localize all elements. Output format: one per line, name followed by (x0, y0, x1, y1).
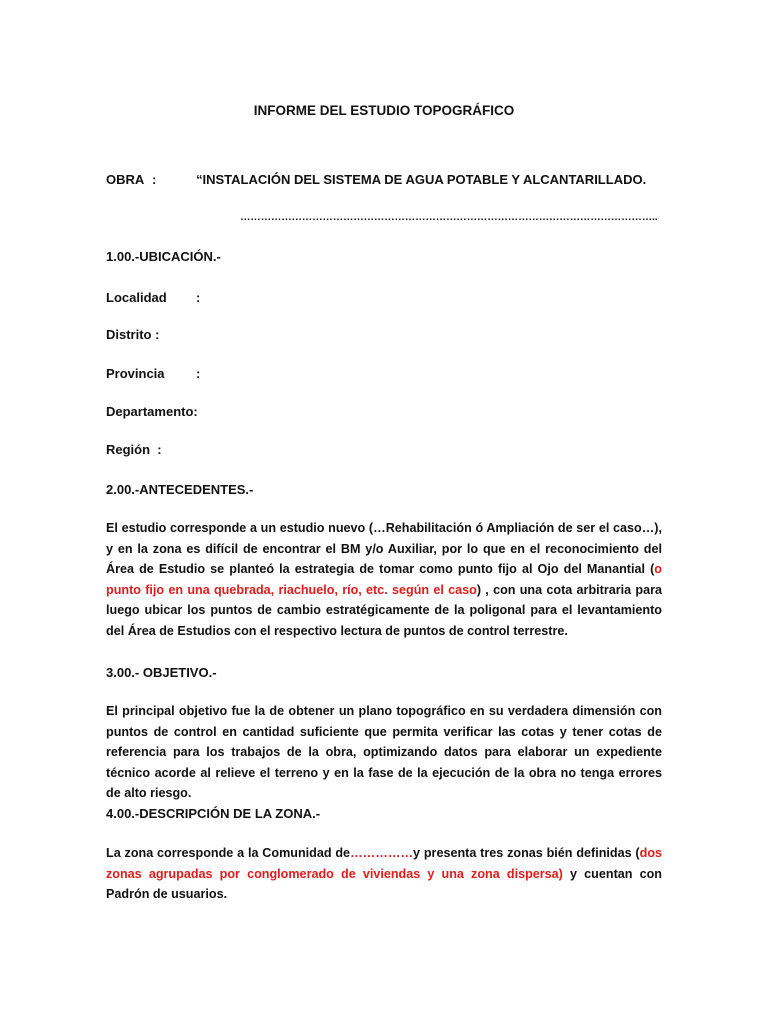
section-antecedentes-heading: 2.00.-ANTECEDENTES.- (106, 482, 254, 497)
obra-row (106, 172, 646, 187)
descripcion-text-red: dos zonas agrupadas por conglomerado de viviendas y una zona dispersa) (106, 846, 663, 881)
descripcion-text-a: La zona corresponde a la Comunidad de (106, 846, 351, 860)
descripcion-dots: …………… (350, 846, 414, 860)
antecedentes-text-b: ) , con una cota arbitraria para luego ubicar los puntos de cambio estratégicamente de la poligonal para el levantamiento del Área de Estudios con el respectivo lectura de puntos de control terrestre. (106, 582, 662, 638)
objetivo-paragraph: El principal objetivo fue la de obtener un plano topográfico en su verdadera dimensión con puntos de control en cantidad suficiente que permita verificar las cotas y tener cotas de referencia para los trabajos de la obra, optimizando datos para elaborar un expediente técnico acorde al relieve el terreno y en la fase de la ejecución de la obra no tenga errores de alto riesgo. (106, 704, 662, 801)
obra-label: OBRA (106, 172, 145, 187)
antecedentes-paragraph (106, 518, 662, 642)
section-ubicacion-heading: 1.00.-UBICACIÓN.- (106, 249, 221, 264)
field-label: Provincia (106, 366, 165, 381)
field-colon: : (196, 290, 201, 305)
field-departamento (106, 404, 198, 419)
field-region (106, 442, 162, 457)
field-provincia (106, 366, 200, 381)
document-title: INFORME DEL ESTUDIO TOPOGRÁFICO (253, 103, 515, 118)
field-label: Departamento: (106, 404, 198, 419)
descripcion-paragraph (106, 843, 662, 905)
section-objetivo-heading: 3.00.- OBJETIVO.- (106, 665, 217, 680)
field-label: Distrito : (106, 327, 160, 342)
field-distrito (106, 327, 159, 342)
section-descripcion-heading: 4.00.-DESCRIPCIÓN DE LA ZONA.- (106, 806, 321, 821)
obra-dots: ………………………………………………………………………………………………………….. (240, 211, 658, 223)
field-colon: : (196, 366, 201, 381)
descripcion-text-c: y cuentan con Padrón de usuarios. (106, 866, 662, 902)
field-label: Localidad (106, 290, 167, 305)
obra-colon: : (152, 172, 157, 187)
antecedentes-text-a: El estudio corresponde a un estudio nuevo (…Rehabilitación ó Ampliación de ser el caso…), y en la zona es difícil de encontrar el BM y/o Auxiliar, por lo que en el reconocimiento del Área de Estudio se planteó la estrategia de tomar como punto fijo al Ojo del Manantial ( (106, 521, 662, 577)
field-localidad (106, 290, 200, 305)
obra-value: “INSTALACIÓN DEL SISTEMA DE AGUA POTABLE Y ALCANTARILLADO. (196, 172, 647, 187)
descripcion-text-b: y presenta tres zonas bién definidas ( (413, 846, 640, 860)
antecedentes-text-red: o punto fijo en una quebrada, riachuelo, río, etc. según el caso (106, 562, 662, 597)
field-label: Región : (106, 442, 162, 457)
